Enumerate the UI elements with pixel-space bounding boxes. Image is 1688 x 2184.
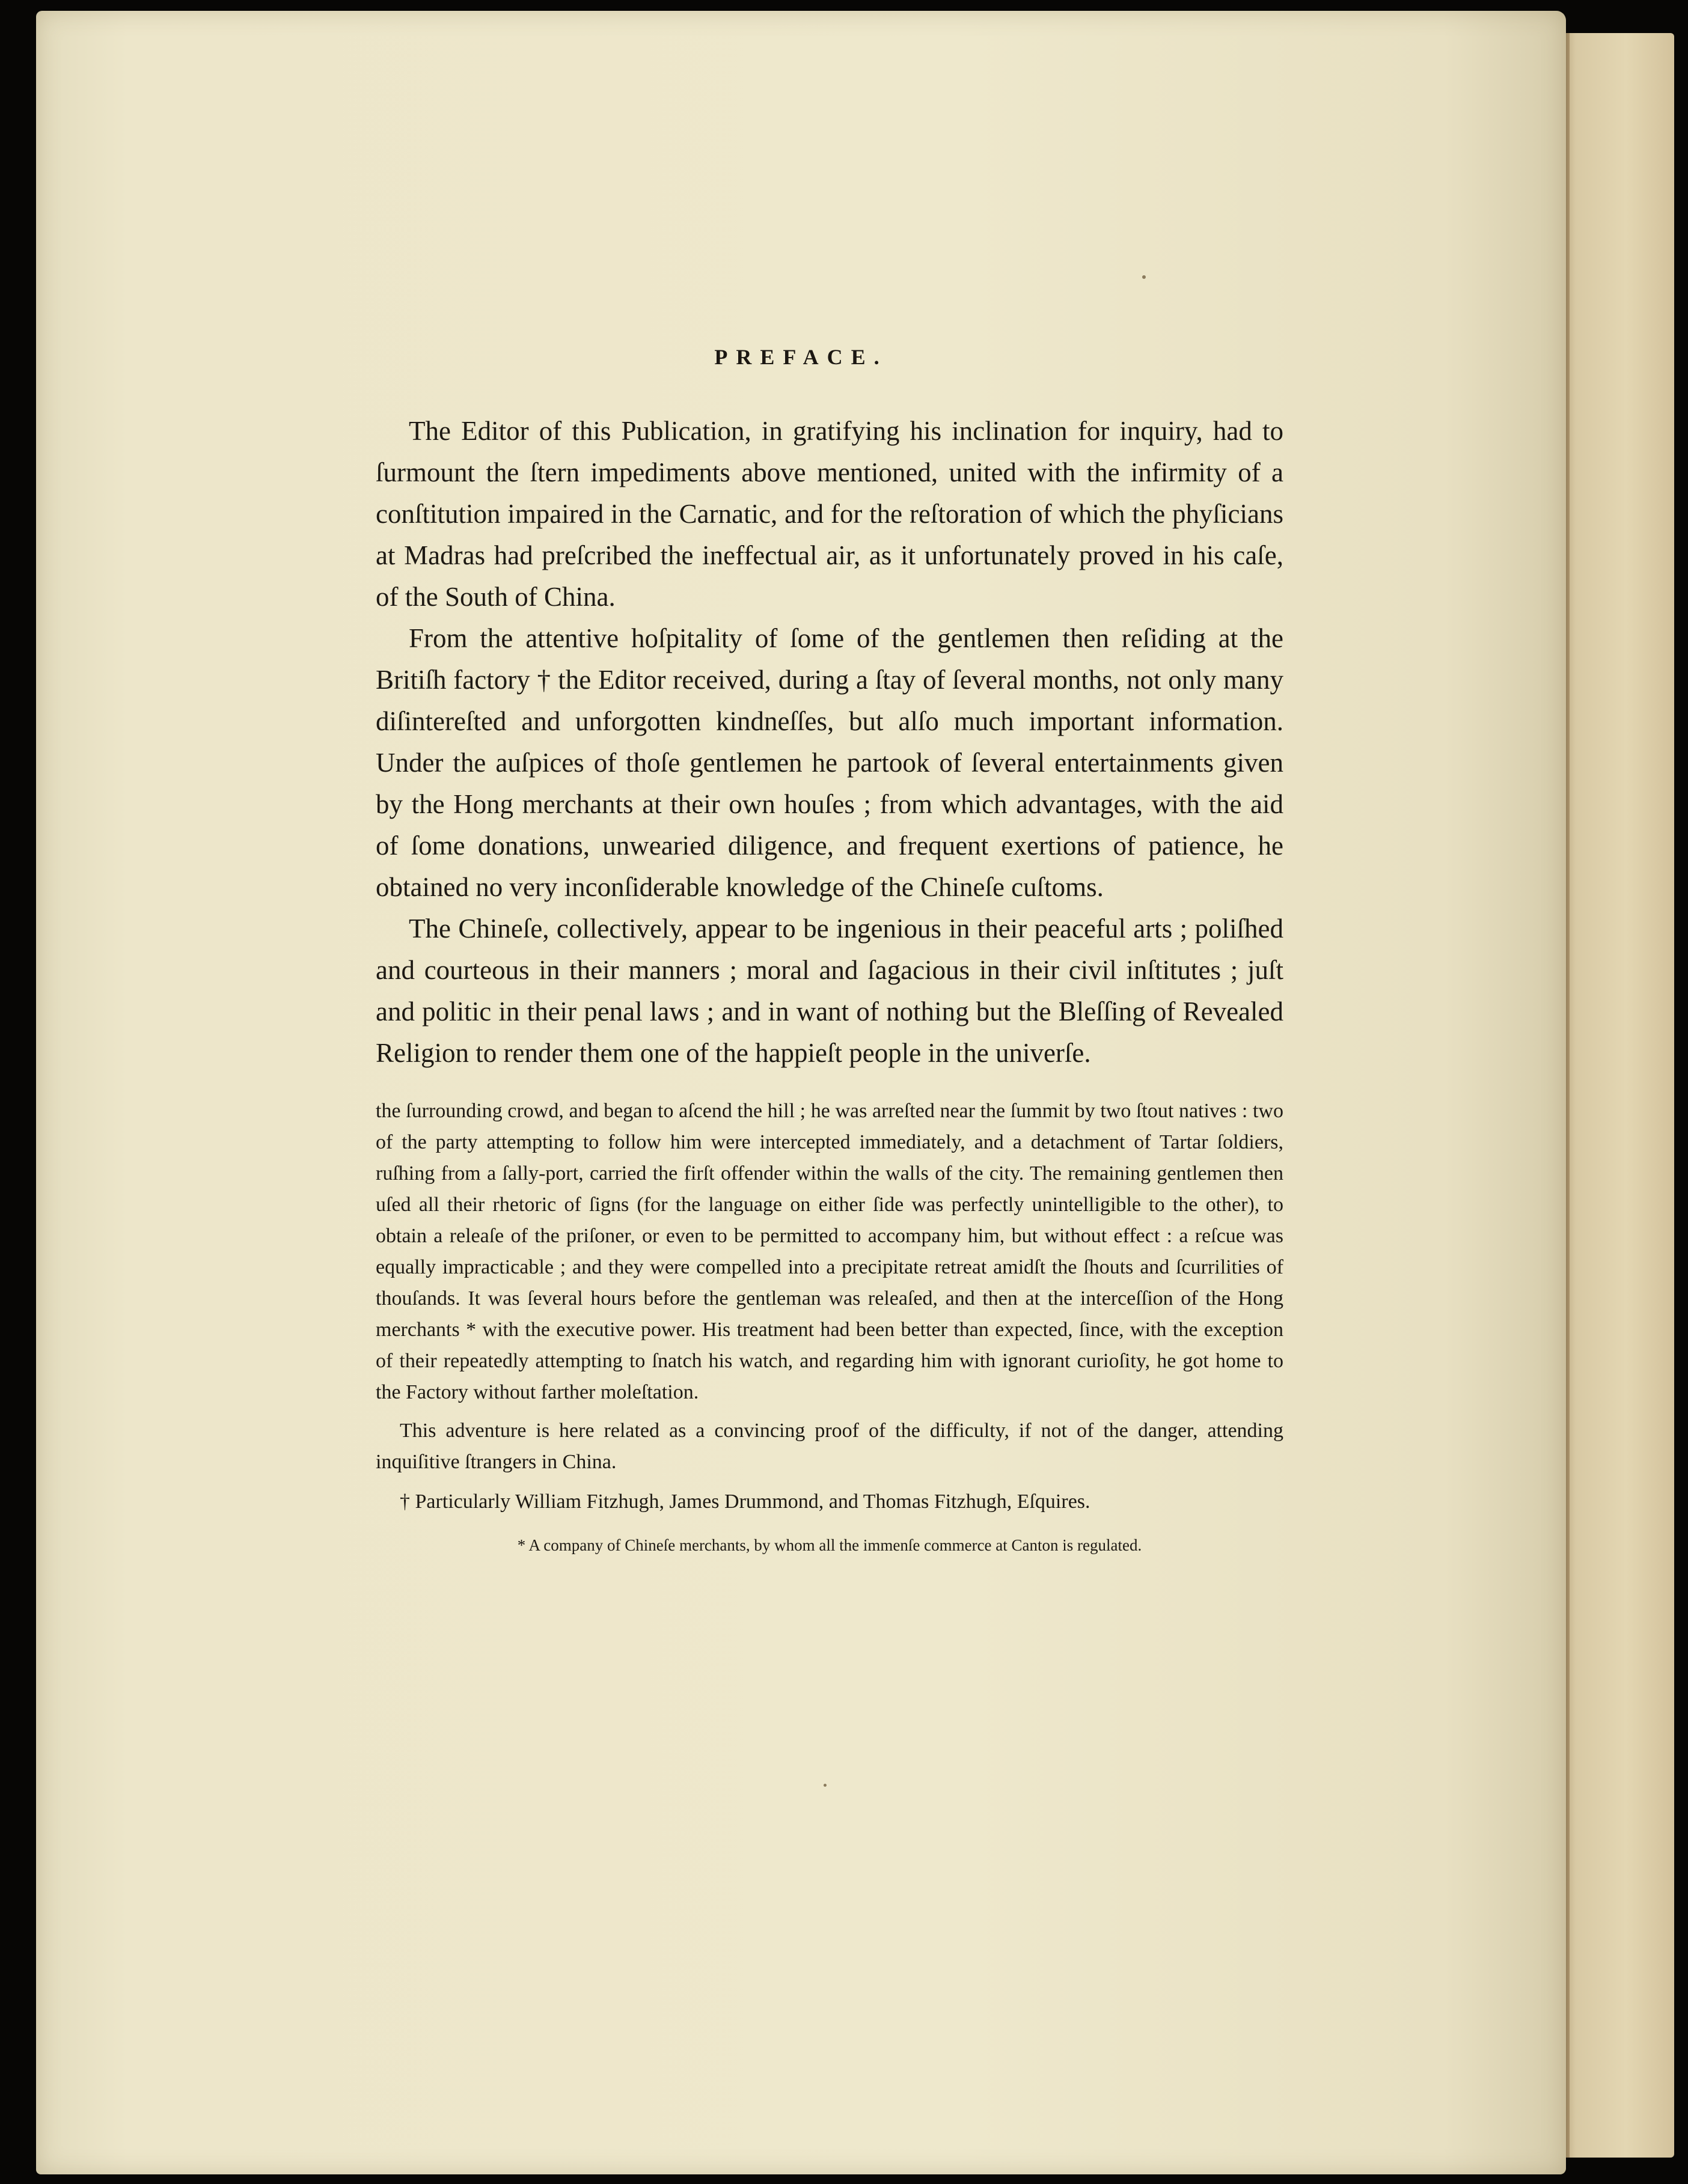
body-paragraph-2: From the attentive hoſpitality of ſome of the gentlemen then reſiding at the Britiſh factory † the Editor received, during a ſtay of ſeveral months, not only many diſintereſted and unforgotten kindneſſes, but alſo much important information. Under the auſpices of thoſe gentlemen he partook of ſeveral entertainments given by the Hong merchants at their own houſes ; from which advantages, with the aid of ſome donations, unwearied diligence, and frequent exertions of patience, he obtained no very inconſiderable knowledge of the Chineſe cuſtoms. <box>376 623 1283 902</box>
footnotes <box>376 1096 1283 1558</box>
adjacent-page-edge <box>1554 33 1674 2158</box>
text-block <box>376 410 1283 1558</box>
footnote-conclusion: This adventure is here related as a convincing proof of the difficulty, if not of the danger, attending inquiſitive ſtrangers in China. <box>376 1420 1283 1473</box>
asterisk-footnote: * A company of Chineſe merchants, by whom all the immenſe commerce at Canton is regulated. <box>517 1536 1142 1554</box>
dagger-footnote: † Particularly William Fitzhugh, James Drummond, and Thomas Fitzhugh, Eſquires. <box>400 1490 1090 1513</box>
footnote-continuation: the ſurrounding crowd, and began to aſcend the hill ; he was arreſted near the ſummit by two ſtout natives : two of the party attempting to follow him were intercepted immediately, and a detachment of Tartar ſoldiers, ruſhing from a ſally-port, carried the firſt offender within the walls of the city. The remaining gentlemen then uſed all their rhetoric of ſigns (for the language on either ſide was perfectly unintelligible to the other), to obtain a releaſe of the priſoner, or even to be permitted to accompany him, but without effect : a reſcue was equally impracticable ; and they were compelled into a precipitate retreat amidſt the ſhouts and ſcurrilities of thouſands. It was ſeveral hours before the gentleman was releaſed, and then at the interceſſion of the Hong merchants * with the executive power. His treatment had been better than expected, ſince, with the exception of their repeatedly attempting to ſnatch his watch, and regarding him with ignorant curioſity, he got home to the Factory without farther moleſtation. <box>376 1100 1283 1403</box>
book-page <box>36 11 1566 2174</box>
body-paragraph-3: The Chineſe, collectively, appear to be ingenious in their peaceful arts ; poliſhed and courteous in their manners ; moral and ſagacious in their civil inſtitutes ; juſt and politic in their penal laws ; and in want of nothing but the Bleſſing of Revealed Religion to render them one of the happieſt people in the univerſe. <box>376 914 1283 1068</box>
page-heading: PREFACE. <box>714 345 888 369</box>
paper-speck <box>824 1784 827 1787</box>
body-paragraph-1: The Editor of this Publication, in gratifying his inclination for inquiry, had to ſurmount the ſtern impediments above mentioned, united with the infirmity of a conſtitution impaired in the Carnatic, and for the reſtoration of which the phyſicians at Madras had preſcribed the ineffectual air, as it unfortunately proved in his caſe, of the South of China. <box>376 416 1283 612</box>
paper-speck <box>1142 275 1146 279</box>
